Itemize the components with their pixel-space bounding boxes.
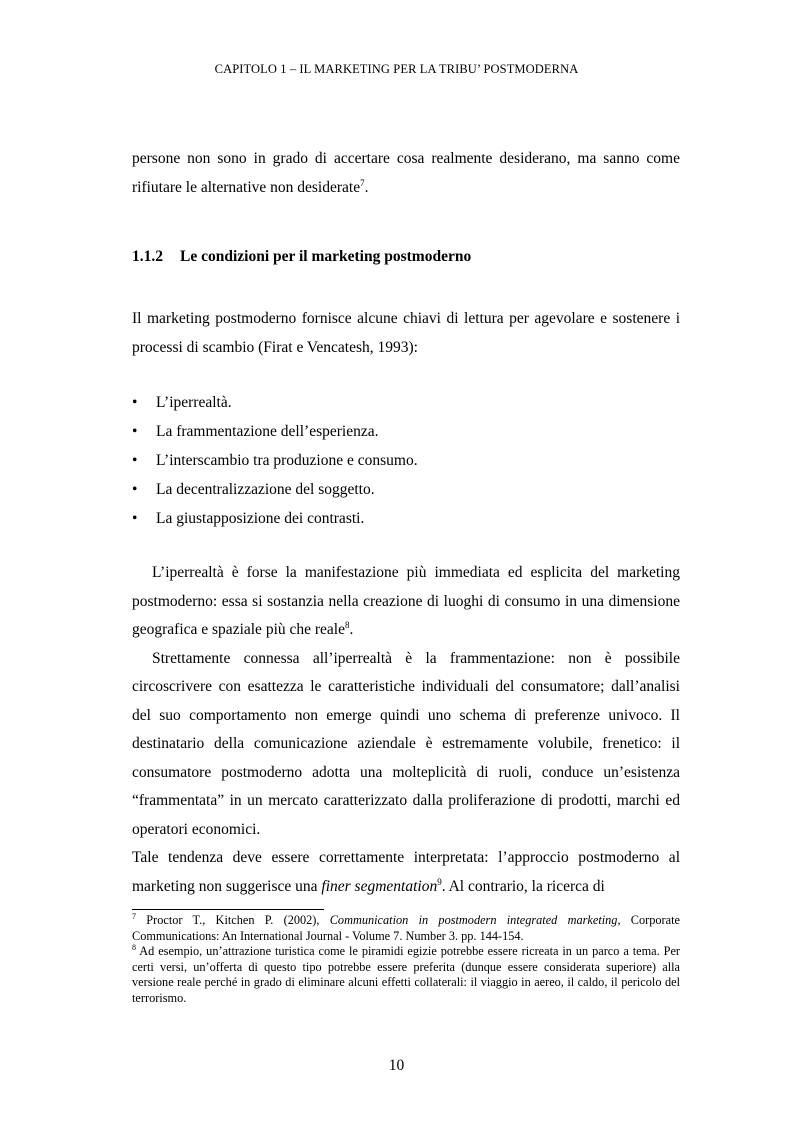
list-item-text: La giustapposizione dei contrasti. bbox=[156, 510, 365, 527]
paragraph-tendenza bbox=[132, 844, 680, 901]
intro-text: persone non sono in grado di accertare cosa realmente desiderano, ma sanno come rifiutare le alternative non desiderate bbox=[132, 150, 680, 196]
footnote-number: 8 bbox=[132, 942, 136, 952]
list-item-text: La decentralizzazione del soggetto. bbox=[156, 481, 375, 498]
page-number: 10 bbox=[388, 1057, 405, 1074]
list-item bbox=[132, 475, 680, 504]
running-header: CAPITOLO 1 – IL MARKETING PER LA TRIBU’ POSTMODERNA bbox=[214, 62, 579, 76]
italic-term: finer segmentation bbox=[321, 877, 438, 895]
lead-paragraph bbox=[132, 305, 680, 362]
section-title: Le condizioni per il marketing postmoderno bbox=[180, 248, 472, 265]
paragraph-tail: . bbox=[349, 621, 354, 638]
body-paragraphs bbox=[132, 559, 680, 901]
footnote-divider bbox=[132, 909, 324, 910]
paragraph-text-end: . Al contrario, la ricerca di bbox=[441, 877, 605, 895]
paragraph-text: L’iperrealtà è forse la manifestazione più immediata ed esplicita del marketing postmoderno: essa si sostanzia nella creazione di luoghi di consumo in una dimensione geografica e spaziale più che reale bbox=[132, 564, 680, 638]
footnote-ref[interactable]: 7 bbox=[360, 177, 365, 188]
list-item bbox=[132, 388, 680, 417]
section-number: 1.1.2 bbox=[132, 248, 163, 265]
bullet-symbol: • bbox=[132, 394, 138, 411]
list-item bbox=[132, 417, 680, 446]
footnote-title: Communication in postmodern integrated marketing bbox=[329, 913, 618, 927]
list-item-text: L’interscambio tra produzione e consumo. bbox=[156, 452, 418, 469]
bullet-symbol: • bbox=[132, 452, 138, 469]
list-item bbox=[132, 504, 680, 533]
list-item-text: La frammentazione dell’esperienza. bbox=[156, 423, 379, 440]
footnote-text: Ad esempio, un’attrazione turistica come le piramidi egizie potrebbe essere ricreata in un parco a tema. Per certi versi, un’offerta di questo tipo potrebbe essere preferita (dunque essere considerata superiore) alla versione reale perché in grado di eliminare alcuni effetti collaterali: il viaggio in aereo, il caldo, il pericolo del terrorismo. bbox=[132, 944, 680, 1005]
bullet-list bbox=[132, 388, 680, 533]
footnote-text-end: , Corporate Communications: An International Journal - Volume 7. Number 3. pp. 144-154. bbox=[132, 913, 680, 943]
footnote-ref[interactable]: 8 bbox=[345, 619, 350, 630]
section-heading bbox=[132, 248, 471, 266]
intro-paragraph bbox=[132, 145, 680, 202]
footnote-7 bbox=[132, 913, 680, 944]
footnote-8 bbox=[132, 944, 680, 1006]
intro-tail: . bbox=[364, 178, 369, 196]
list-item bbox=[132, 446, 680, 475]
paragraph-iperrealta bbox=[132, 559, 680, 645]
bullet-symbol: • bbox=[132, 423, 138, 440]
bullet-symbol: • bbox=[132, 510, 138, 527]
footnote-number: 7 bbox=[132, 911, 136, 921]
lead-text: Il marketing postmoderno fornisce alcune chiavi di lettura per agevolare e sostenere i processi di scambio (Firat e Vencatesh, 1993): bbox=[132, 310, 680, 356]
footnote-ref[interactable]: 9 bbox=[437, 876, 442, 887]
footnotes bbox=[132, 913, 680, 1006]
list-item-text: L’iperrealtà. bbox=[156, 394, 232, 411]
bullet-symbol: • bbox=[132, 481, 138, 498]
footnote-text: Proctor T., Kitchen P. (2002), bbox=[136, 913, 330, 927]
paragraph-text: Tale tendenza deve essere correttamente interpretata: l’approccio postmoderno al marketing non suggerisce una bbox=[132, 849, 680, 895]
paragraph-frammentazione: Strettamente connessa all’iperrealtà è la frammentazione: non è possibile circoscrivere con esattezza le caratteristiche individuali del consumatore; dall’analisi del suo comportamento non emerge quindi uno schema di preferenze univoco. Il destinatario della comunicazione aziendale è estremamente volubile, frenetico: il consumatore postmoderno adotta una molteplicità di ruoli, conduce un’esistenza “frammentata” in un mercato caratterizzato dalla proliferazione di prodotti, marchi ed operatori economici. bbox=[132, 649, 680, 838]
